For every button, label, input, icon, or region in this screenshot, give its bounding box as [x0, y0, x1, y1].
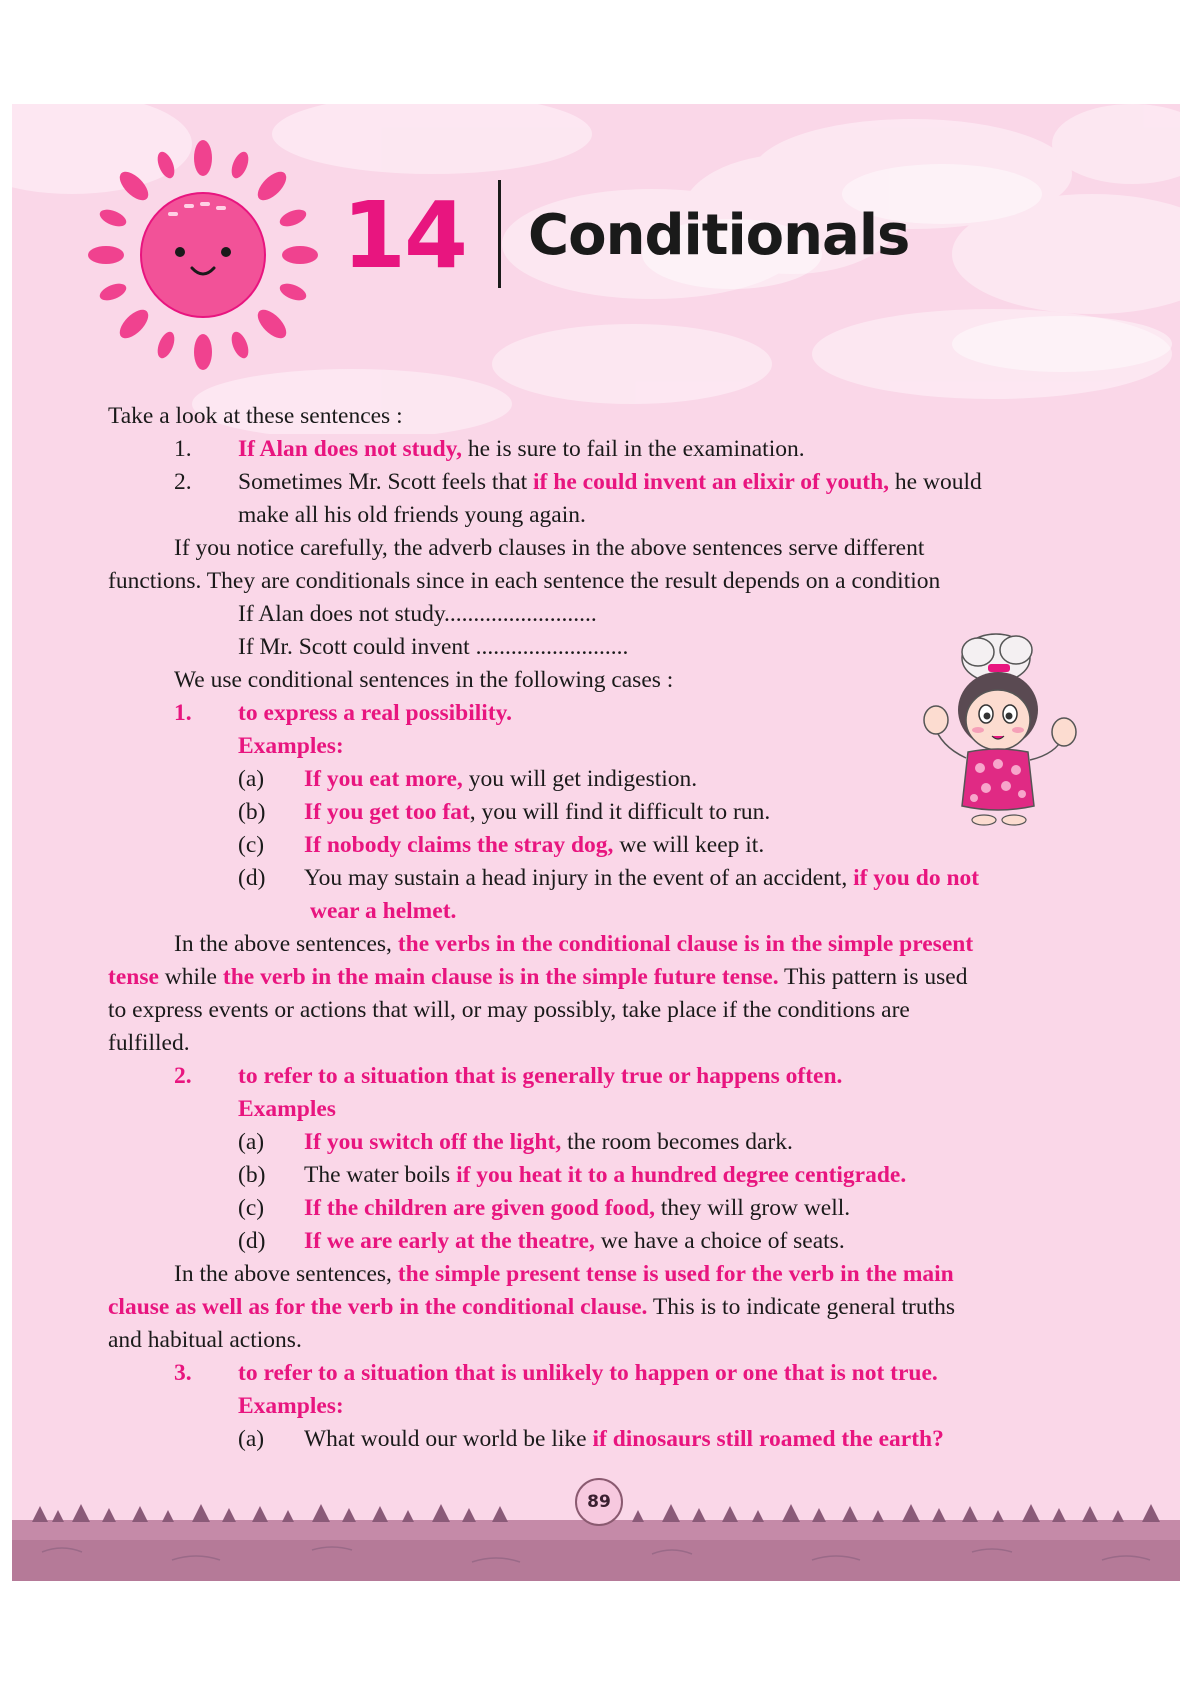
chapter-title: Conditionals — [528, 203, 910, 268]
case-2-examples-label: Examples — [238, 1096, 336, 1122]
case-1-explain-line-3: to express events or actions that will, or may possibly, take place if the conditions are — [108, 997, 910, 1023]
case-1-example-a: (a) If you eat more, you will get indigestion. — [238, 766, 698, 792]
case-1-examples-label: Examples: — [238, 733, 344, 759]
case-1-example-c: (c) If nobody claims the stray dog, we will keep it. — [238, 832, 765, 858]
condition-example-2: If Mr. Scott could invent .......................... — [238, 634, 629, 660]
sun-icon — [88, 140, 318, 370]
intro-sentence-1: 1. If Alan does not study, he is sure to fail in the examination. — [174, 436, 805, 462]
case-1-example-d-cont: wear a helmet. — [310, 898, 457, 924]
notice-para-line-2: functions. They are conditionals since in each sentence the result depends on a condition — [108, 568, 941, 594]
case-2-explain-line-3: and habitual actions. — [108, 1327, 302, 1353]
notice-para-line-1: If you notice carefully, the adverb clauses in the above sentences serve different — [174, 535, 925, 561]
case-2-example-a: (a) If you switch off the light, the room becomes dark. — [238, 1129, 793, 1155]
girl-illustration — [918, 628, 1078, 838]
case-1-explain-line-1: In the above sentences, the verbs in the conditional clause is in the simple present — [174, 931, 974, 957]
intro-sentence-2: 2. Sometimes Mr. Scott feels that if he could invent an elixir of youth, he would — [174, 469, 982, 495]
case-2-explain-line-1: In the above sentences, the simple present tense is used for the verb in the main — [174, 1261, 954, 1287]
intro-text: Take a look at these sentences : — [108, 403, 403, 429]
case-2-example-c: (c) If the children are given good food, they will grow well. — [238, 1195, 851, 1221]
page-number: 89 — [575, 1478, 623, 1526]
case-1-example-d: (d) You may sustain a head injury in the event of an accident, if you do not — [238, 865, 980, 891]
case-2-heading: 2. to refer to a situation that is generally true or happens often. — [174, 1063, 843, 1089]
case-1-explain-line-2: tense while the verb in the main clause is in the simple future tense. This pattern is used — [108, 964, 968, 990]
condition-example-1: If Alan does not study.......................... — [238, 601, 597, 627]
case-2-example-b: (b) The water boils if you heat it to a hundred degree centigrade. — [238, 1162, 907, 1188]
case-1-explain-line-4: fulfilled. — [108, 1030, 190, 1056]
case-2-explain-line-2: clause as well as for the verb in the conditional clause. This is to indicate general truths — [108, 1294, 956, 1320]
case-2-example-d: (d) If we are early at the theatre, we have a choice of seats. — [238, 1228, 845, 1254]
case-1-example-b: (b) If you get too fat, you will find it difficult to run. — [238, 799, 771, 825]
title-divider — [498, 180, 501, 288]
case-3-examples-label: Examples: — [238, 1393, 344, 1419]
case-3-example-a: (a) What would our world be like if dinosaurs still roamed the earth? — [238, 1426, 944, 1452]
lesson-content — [108, 400, 1084, 1456]
cases-intro: We use conditional sentences in the following cases : — [174, 667, 674, 693]
intro-sentence-2-cont: make all his old friends young again. — [238, 502, 586, 528]
case-3-heading: 3. to refer to a situation that is unlikely to happen or one that is not true. — [174, 1360, 938, 1386]
chapter-number: 14 — [342, 182, 467, 289]
case-1-heading: 1. to express a real possibility. — [174, 700, 512, 726]
